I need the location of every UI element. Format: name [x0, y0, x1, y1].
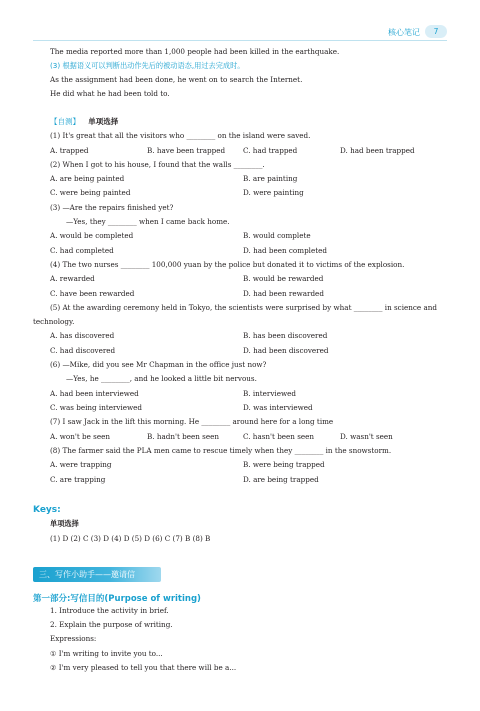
section-banner — [33, 567, 161, 582]
q6-option-b: B. interviewed — [243, 389, 296, 398]
self-test-title: 单项选择 — [88, 117, 119, 126]
q4-option-a: A. rewarded — [50, 274, 95, 283]
question-6-response: —Yes, he ________, and he looked a little bit nervous. — [66, 374, 257, 383]
section-banner-title: 三、写作小助手——邀请信 — [39, 570, 135, 579]
q2-option-c: C. were being painted — [50, 188, 131, 197]
q7-option-a: A. won't be seen — [50, 432, 110, 441]
q5-option-c: C. had discovered — [50, 346, 116, 355]
q5-option-b: B. has been discovered — [243, 331, 328, 340]
header-title: 核心笔记 — [388, 28, 420, 37]
q6-option-a: A. had been interviewed — [50, 389, 139, 398]
example-sentence-2: As the assignment had been done, he went on to search the Internet. — [50, 75, 303, 84]
q7-option-b: B. hadn't been seen — [147, 432, 219, 441]
keys-subheading: 单项选择 — [50, 519, 79, 528]
question-5-stem-continued: technology. — [33, 317, 75, 326]
q6-option-c: C. was being interviewed — [50, 403, 143, 412]
question-8-stem: (8) The farmer said the PLA men came to rescue timely when they ________ in the snowstorm. — [50, 446, 392, 455]
example-sentence-1: The media reported more than 1,000 people had been killed in the earthquake. — [50, 47, 340, 56]
purpose-item-2: 2. Explain the purpose of writing. — [50, 620, 173, 629]
self-test-tag: 【自测】 — [50, 117, 80, 126]
expression-2: ② I'm very pleased to tell you that there will be a... — [50, 663, 237, 672]
keys-heading: Keys: — [33, 505, 61, 515]
q1-option-c: C. had trapped — [243, 146, 298, 155]
question-1-stem: (1) It's great that all the visitors who ________ on the island were saved. — [50, 131, 311, 140]
question-7-stem: (7) I saw Jack in the lift this morning. He ________ around here for a long time — [50, 417, 334, 426]
q4-option-d: D. had been rewarded — [243, 289, 324, 298]
q2-option-d: D. were painting — [243, 188, 304, 197]
question-3-stem: (3) —Are the repairs finished yet? — [50, 203, 174, 212]
expression-1: ① I'm writing to invite you to... — [50, 649, 163, 658]
example-sentence-3: He did what he had been told to. — [50, 89, 170, 98]
question-3-response: —Yes, they ________ when I came back home. — [66, 217, 230, 226]
q8-option-b: B. were being trapped — [243, 460, 325, 469]
grammar-note: (3) 根据语义可以判断出动作先后的被动语态,用过去完成时。 — [50, 61, 245, 70]
question-2-stem: (2) When I got to his house, I found that the walls ________. — [50, 160, 265, 169]
q1-option-b: B. have been trapped — [147, 146, 226, 155]
q3-option-b: B. would complete — [243, 231, 311, 240]
q4-option-b: B. would be rewarded — [243, 274, 324, 283]
q1-option-d: D. had been trapped — [340, 146, 415, 155]
page-number: 7 — [425, 25, 447, 38]
q1-option-a: A. trapped — [50, 146, 89, 155]
q2-option-a: A. are being painted — [50, 174, 125, 183]
q5-option-a: A. has discovered — [50, 331, 115, 340]
part1-heading: 第一部分:写信目的(Purpose of writing) — [33, 594, 201, 604]
answer-key: (1) D (2) C (3) D (4) D (5) D (6) C (7) B (8) B — [50, 534, 211, 543]
q3-option-d: D. had been completed — [243, 246, 327, 255]
question-5-stem: (5) At the awarding ceremony held in Tokyo, the scientists were surprised by what ________ in science and — [50, 303, 437, 312]
q6-option-d: D. was interviewed — [243, 403, 313, 412]
q2-option-b: B. are painting — [243, 174, 298, 183]
question-4-stem: (4) The two nurses ________ 100,000 yuan by the police but donated it to victims of the explosion. — [50, 260, 405, 269]
q3-option-a: A. would be completed — [50, 231, 134, 240]
q8-option-d: D. are being trapped — [243, 475, 319, 484]
q7-option-d: D. wasn't seen — [340, 432, 393, 441]
purpose-item-1: 1. Introduce the activity in brief. — [50, 606, 169, 615]
q5-option-d: D. had been discovered — [243, 346, 329, 355]
q3-option-c: C. had completed — [50, 246, 114, 255]
question-6-stem: (6) —Mike, did you see Mr Chapman in the office just now? — [50, 360, 267, 369]
self-test-heading — [50, 117, 118, 126]
q7-option-c: C. hasn't been seen — [243, 432, 315, 441]
header-divider — [33, 40, 447, 41]
q8-option-c: C. are trapping — [50, 475, 106, 484]
expressions-label: Expressions: — [50, 634, 97, 643]
q8-option-a: A. were trapping — [50, 460, 112, 469]
q4-option-c: C. have been rewarded — [50, 289, 135, 298]
